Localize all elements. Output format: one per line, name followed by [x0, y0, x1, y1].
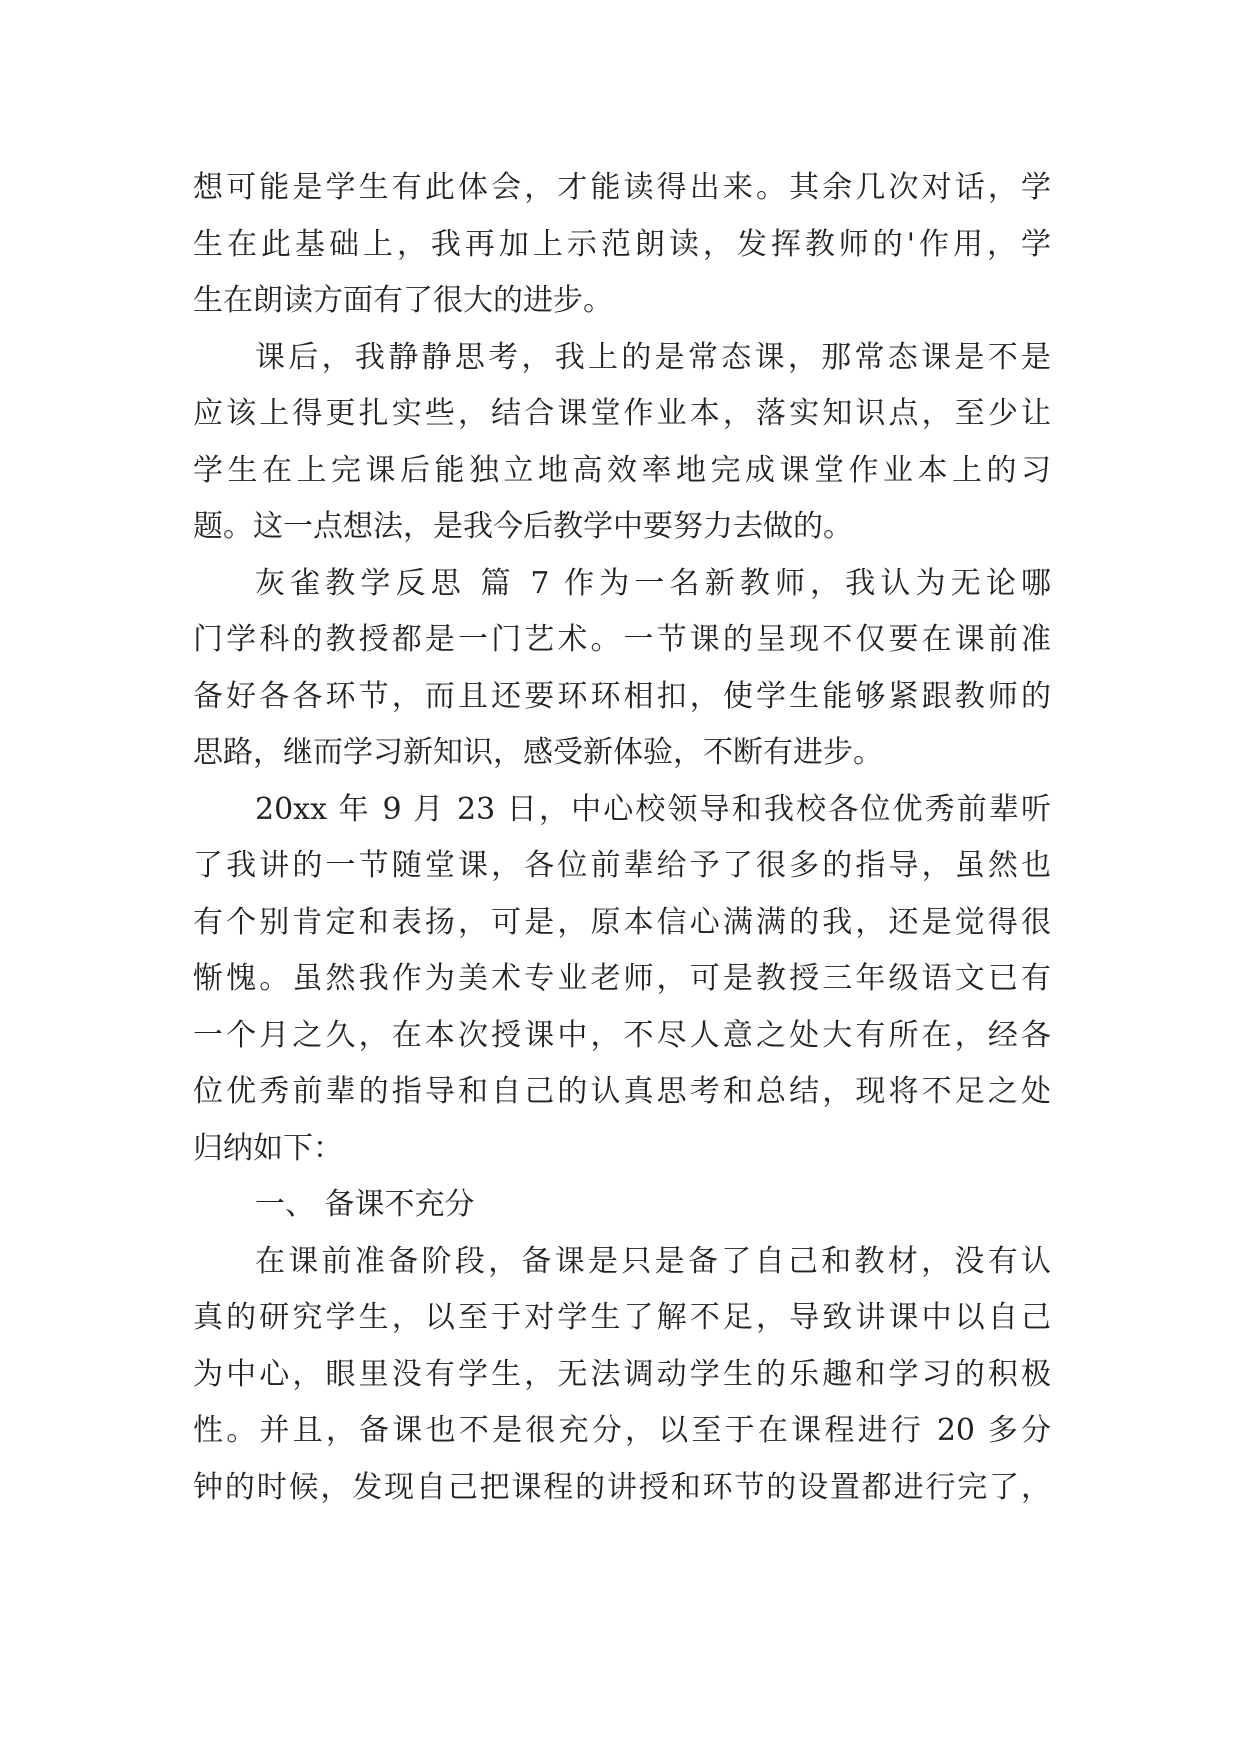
text-line: 应该上得更扎实些，结合课堂作业本，落实知识点，至少让	[193, 396, 1051, 431]
text-line: 想可能是学生有此体会，才能读得出来。其余几次对话，学	[193, 170, 1051, 205]
text-line: 学生在上完课后能独立地高效率地完成课堂作业本上的习	[193, 452, 1051, 488]
text-line: 位优秀前辈的指导和自己的认真思考和总结，现将不足之处	[193, 1074, 1051, 1109]
text-line: 20xx 年 9 月 23 日，中心校领导和我校各位优秀前辈听	[255, 791, 1051, 827]
text-line: 归纳如下：	[193, 1130, 343, 1166]
text-line: 钟的时候，发现自己把课程的讲授和环节的设置都进行完了，	[193, 1469, 1051, 1505]
text-line: 灰雀教学反思 篇 7 作为一名新教师，我认为无论哪	[255, 565, 1051, 601]
text-line: 题。这一点想法，是我今后教学中要努力去做的。	[193, 509, 853, 544]
text-line: 真的研究学生，以至于对学生了解不足，导致讲课中以自己	[193, 1300, 1051, 1335]
text-line: 了我讲的一节随堂课，各位前辈给予了很多的指导，虽然也	[193, 848, 1051, 883]
text-line: 一个月之久，在本次授课中，不尽人意之处大有所在，经各	[193, 1017, 1051, 1053]
document-body	[193, 160, 1051, 1516]
text-line: 门学科的教授都是一门艺术。一节课的呈现不仅要在课前准	[193, 622, 1051, 657]
text-line: 生在此基础上，我再加上示范朗读，发挥教师的'作用，学	[193, 226, 1051, 262]
text-line: 生在朗读方面有了很大的进步。	[193, 283, 613, 318]
text-line: 为中心，眼里没有学生，无法调动学生的乐趣和学习的积极	[193, 1356, 1051, 1392]
text-line: 有个别肯定和表扬，可是，原本信心满满的我，还是觉得很	[193, 904, 1051, 940]
text-line: 思路，继而学习新知识，感受新体验，不断有进步。	[193, 735, 883, 770]
text-line: 惭愧。虽然我作为美术专业老师，可是教授三年级语文已有	[193, 961, 1051, 996]
text-line: 性。并且，备课也不是很充分，以至于在课程进行 20 多分	[193, 1413, 1051, 1448]
text-line: 一、 备课不充分	[255, 1187, 475, 1222]
text-line: 课后，我静静思考，我上的是常态课，那常态课是不是	[255, 339, 1051, 375]
text-line: 备好各各环节，而且还要环环相扣，使学生能够紧跟教师的	[193, 678, 1051, 714]
text-line: 在课前准备阶段，备课是只是备了自己和教材，没有认	[255, 1243, 1051, 1279]
